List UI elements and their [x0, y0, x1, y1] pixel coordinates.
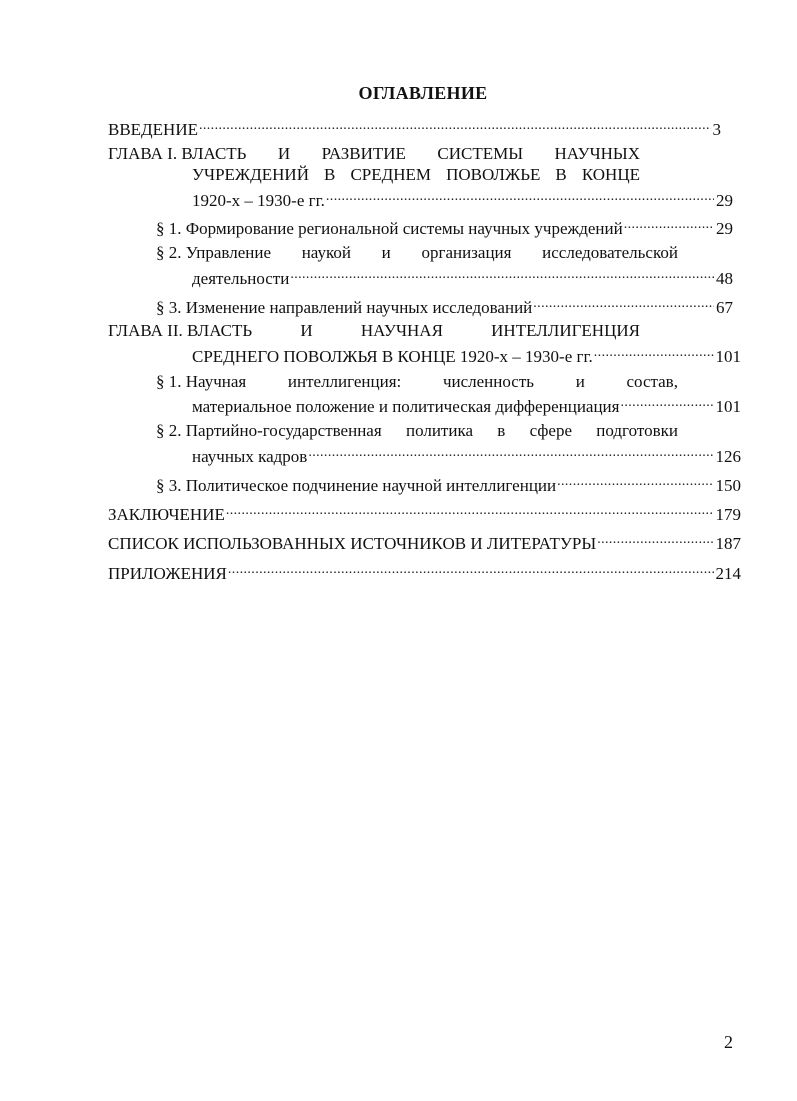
word: численность — [442, 372, 535, 391]
word: И — [277, 144, 291, 163]
toc-entry-page: 126 — [715, 447, 741, 466]
toc-entry-intro[interactable] — [108, 115, 721, 139]
word: ИНТЕЛЛИГЕНЦИЯ — [491, 321, 640, 340]
dot-leader — [199, 115, 711, 135]
toc-entry-label: СРЕДНЕГО ПОВОЛЖЬЯ В КОНЦЕ 1920-х – 1930-е гг. — [192, 347, 593, 366]
dot-leader — [326, 186, 714, 206]
toc-entry-line — [156, 243, 678, 263]
toc-entry-conclusion[interactable] — [108, 500, 741, 524]
word: РАЗВИТИЕ — [321, 144, 406, 163]
word: наукой — [301, 243, 351, 262]
word: И — [300, 321, 313, 340]
word: НАУЧНАЯ — [360, 321, 443, 340]
toc-entry-page: 29 — [716, 191, 733, 210]
word: интеллигенция: — [287, 372, 402, 391]
word: ГЛАВА II. ВЛАСТЬ — [108, 321, 253, 340]
word: НАУЧНЫХ — [554, 144, 640, 163]
word: в — [497, 421, 506, 440]
toc-entry-page: 48 — [716, 269, 733, 288]
word: В — [555, 165, 567, 184]
toc-entry-label: 1920-х – 1930-е гг. — [192, 191, 325, 210]
toc-entry-page: 101 — [715, 397, 741, 416]
dot-leader — [594, 342, 714, 362]
dot-leader — [290, 264, 714, 284]
word: § 1. Научная — [156, 372, 247, 391]
toc-entry-appendix[interactable] — [108, 559, 741, 583]
word: § 2. Управление — [156, 243, 272, 262]
toc-entry-label: ВВЕДЕНИЕ — [108, 120, 198, 139]
dot-leader — [624, 214, 714, 234]
word: КОНЦЕ — [581, 165, 640, 184]
word: В — [324, 165, 336, 184]
toc-entry-sources[interactable] — [108, 529, 741, 553]
word: ГЛАВА I. ВЛАСТЬ — [108, 144, 247, 163]
toc-entry-page: 179 — [715, 505, 741, 524]
word: сфере — [529, 421, 572, 440]
word: УЧРЕЖДЕНИЙ — [192, 165, 309, 184]
toc-entry-label: ПРИЛОЖЕНИЯ — [108, 564, 227, 583]
word: исследовательской — [542, 243, 678, 262]
dot-leader — [557, 471, 713, 491]
dot-leader — [533, 293, 714, 313]
word: состав, — [626, 372, 678, 391]
toc-entry-section[interactable] — [156, 293, 733, 317]
word: и — [575, 372, 585, 391]
word: ПОВОЛЖЬЕ — [446, 165, 541, 184]
toc-entry-label: деятельности — [192, 269, 290, 288]
toc-entry-page: 187 — [715, 534, 741, 553]
toc-entry-page: 150 — [715, 476, 741, 495]
toc-entry-label: § 3. Политическое подчинение научной интеллигенции — [156, 476, 557, 495]
toc-entry-page: 214 — [715, 564, 741, 583]
toc-entry-page: 3 — [712, 120, 721, 139]
toc-entry-line — [156, 372, 678, 392]
toc-entry-line — [192, 264, 733, 288]
word: СИСТЕМЫ — [437, 144, 524, 163]
word: подготовки — [596, 421, 678, 440]
toc-entry-section[interactable] — [156, 214, 733, 238]
dot-leader — [620, 392, 713, 412]
toc-entry-label: научных кадров — [192, 447, 308, 466]
toc-entry-line — [108, 321, 640, 341]
toc-entry-label: ЗАКЛЮЧЕНИЕ — [108, 505, 225, 524]
word: политика — [405, 421, 473, 440]
dot-leader — [226, 500, 714, 520]
toc-entry-line — [156, 421, 678, 441]
word: организация — [421, 243, 512, 262]
toc-entry-label: § 3. Изменение направлений научных исследований — [156, 298, 533, 317]
toc-entry-page: 101 — [715, 347, 741, 366]
toc-entry-line — [192, 342, 741, 366]
word: и — [381, 243, 391, 262]
toc-entry-line — [192, 392, 741, 416]
toc-entry-line — [192, 165, 640, 185]
dot-leader — [228, 559, 714, 579]
dot-leader — [308, 442, 713, 462]
toc-entry-line — [108, 144, 640, 164]
word: § 2. Партийно-государственная — [156, 421, 382, 440]
toc-entry-page: 29 — [716, 219, 733, 238]
toc-entry-section[interactable] — [156, 471, 741, 495]
toc-entry-label: материальное положение и политическая дифференциация — [192, 397, 620, 416]
page-number: 2 — [724, 1032, 733, 1052]
toc-entry-label: § 1. Формирование региональной системы научных учреждений — [156, 219, 623, 238]
toc-entry-line — [192, 442, 741, 466]
toc-entry-label: СПИСОК ИСПОЛЬЗОВАННЫХ ИСТОЧНИКОВ И ЛИТЕРАТУРЫ — [108, 534, 597, 553]
toc-entry-line — [192, 186, 733, 210]
toc-entry-page: 67 — [716, 298, 733, 317]
word: СРЕДНЕМ — [350, 165, 432, 184]
toc-title: ОГЛАВЛЕНИЕ — [358, 83, 488, 103]
dot-leader — [597, 529, 713, 549]
